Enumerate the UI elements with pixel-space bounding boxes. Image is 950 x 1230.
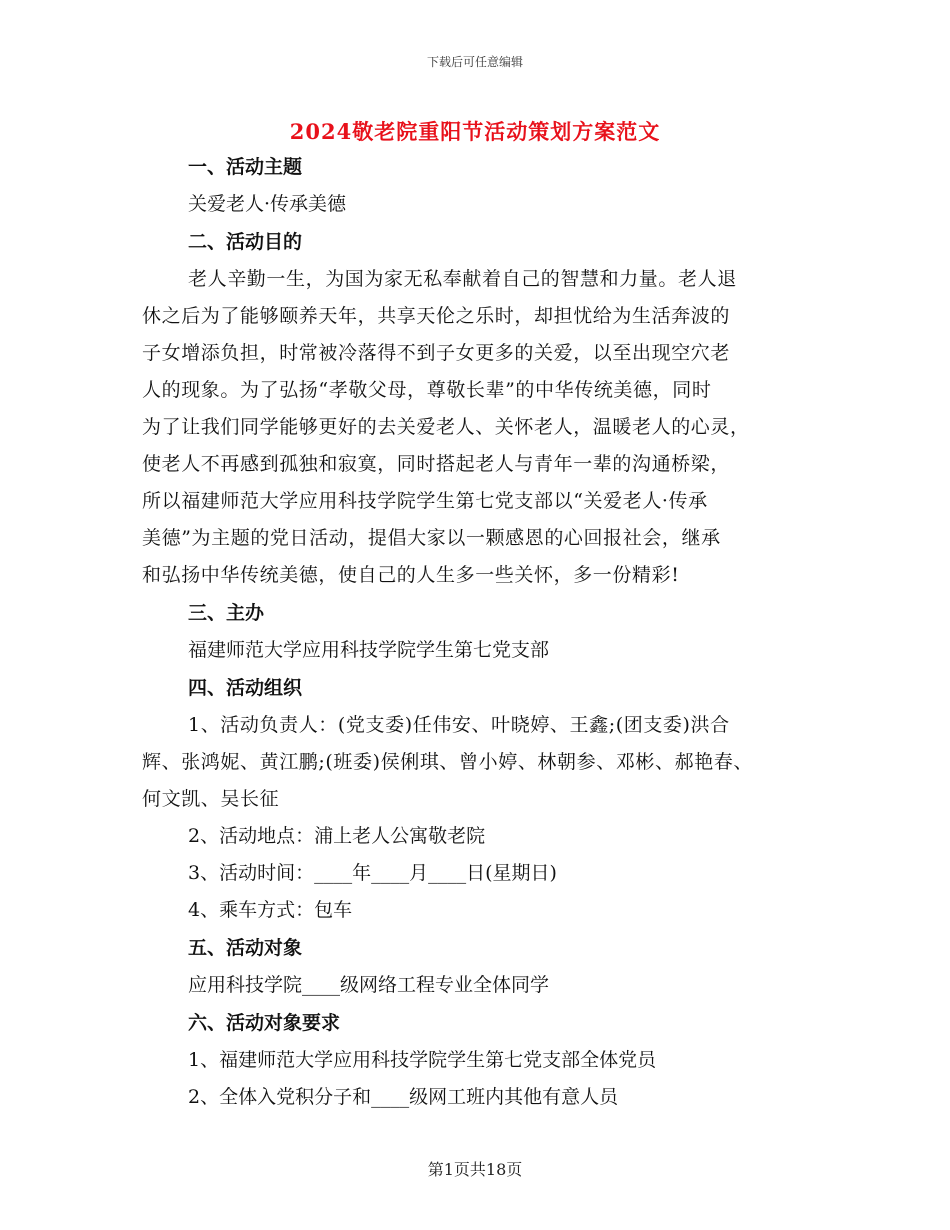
paragraph-line: 老人辛勤一生，为国为家无私奉献着自己的智慧和力量。老人退: [188, 268, 737, 290]
paragraph-line: 何文凯、吴长征: [142, 788, 280, 810]
section-text-theme: 关爱老人·传承美德: [188, 193, 347, 215]
section-heading-participants: 五、活动对象: [188, 937, 303, 959]
requirement-item: 2、全体入党积分子和____级网工班内其他有意人员: [188, 1086, 619, 1108]
section-heading-theme: 一、活动主题: [188, 156, 303, 178]
paragraph-line: 使老人不再感到孤独和寂寞，同时搭起老人与青年一辈的沟通桥梁，: [142, 453, 731, 475]
activity-time: 3、活动时间：____年____月____日(星期日): [188, 862, 557, 884]
paragraph-line: 1、活动负责人：(党支委)任伟安、叶晓婷、王鑫;(团支委)洪合: [188, 714, 730, 736]
purpose-paragraph: [142, 261, 827, 594]
header-note: 下载后可任意编辑: [426, 55, 523, 69]
section-heading-organization: 四、活动组织: [188, 677, 303, 699]
organizers-list: [142, 707, 827, 818]
document-title: 2024敬老院重阳节活动策划方案范文: [289, 119, 661, 144]
document-body: [142, 148, 827, 1116]
page-number: 第1页共18页: [427, 1160, 523, 1179]
section-heading-purpose: 二、活动目的: [188, 231, 303, 253]
paragraph-line: 辉、张鸿妮、黄江鹏;(班委)侯俐琪、曾小婷、林朝参、邓彬、郝艳春、: [142, 751, 754, 773]
section-heading-host: 三、主办: [188, 602, 265, 624]
paragraph-line: 所以福建师范大学应用科技学院学生第七党支部以“关爱老人·传承: [142, 490, 708, 512]
requirement-item: 1、福建师范大学应用科技学院学生第七党支部全体党员: [188, 1049, 657, 1071]
paragraph-line: 为了让我们同学能够更好的去关爱老人、关怀老人，温暖老人的心灵，: [142, 416, 750, 438]
activity-location: 2、活动地点：浦上老人公寓敬老院: [188, 825, 486, 847]
paragraph-line: 人的现象。为了弘扬“孝敬父母，尊敬长辈”的中华传统美德，同时: [142, 379, 712, 401]
paragraph-line: 休之后为了能够颐养天年，共享天伦之乐时，却担忧给为生活奔波的: [142, 305, 731, 327]
section-heading-requirements: 六、活动对象要求: [188, 1012, 341, 1034]
paragraph-line: 美德”为主题的党日活动，提倡大家以一颗感恩的心回报社会，继承: [142, 527, 721, 549]
transport-method: 4、乘车方式：包车: [188, 899, 353, 921]
paragraph-line: 和弘扬中华传统美德，使自己的人生多一些关怀，多一份精彩!: [142, 564, 680, 586]
paragraph-line: 子女增添负担，时常被冷落得不到子女更多的关爱，以至出现空穴老: [142, 342, 731, 364]
section-text-participants: 应用科技学院____级网络工程专业全体同学: [188, 974, 550, 996]
section-text-host: 福建师范大学应用科技学院学生第七党支部: [188, 639, 550, 661]
